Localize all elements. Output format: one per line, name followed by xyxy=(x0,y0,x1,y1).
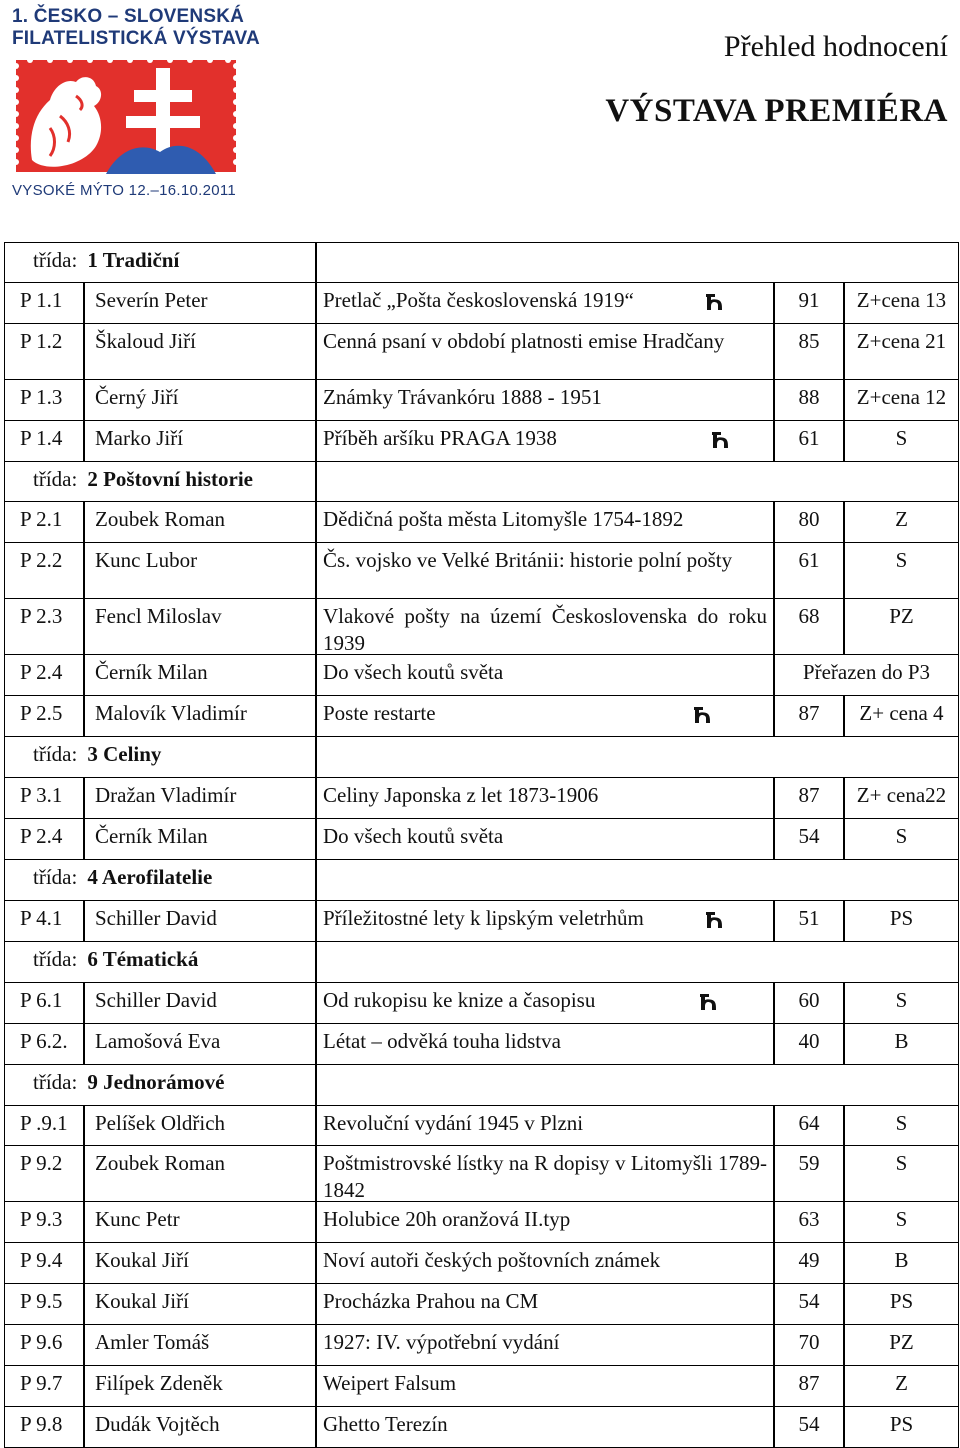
exhibit-title-cell xyxy=(316,420,774,462)
exhibit-code-cell: P 9.8 xyxy=(4,1406,84,1448)
class-name: 4 Aerofilatelie xyxy=(87,865,213,889)
points-cell: 70 xyxy=(774,1324,844,1366)
exhibit-code-cell: P 2.5 xyxy=(4,695,84,737)
exhibition-logo xyxy=(8,6,260,202)
class-empty-cell xyxy=(316,941,959,983)
exhibit-title: Od rukopisu ke knize a časopisu xyxy=(323,988,596,1012)
award-cell: Z+ cena22 xyxy=(844,777,959,819)
page-subtitle: Přehled hodnocení xyxy=(723,30,948,63)
table-row xyxy=(4,1324,959,1365)
exhibit-title: Ghetto Terezín xyxy=(323,1412,448,1436)
exhibit-code-cell: P .9.1 xyxy=(4,1105,84,1146)
exhibit-title-cell xyxy=(316,654,774,696)
table-row xyxy=(4,1145,959,1201)
exhibit-code-cell: P 6.2. xyxy=(4,1023,84,1065)
exhibit-title-cell xyxy=(316,1242,774,1284)
class-prefix: třída: xyxy=(33,467,78,491)
exhibitor-name-cell: Černík Milan xyxy=(84,818,316,860)
exhibitor-name-cell: Marko Jiří xyxy=(84,420,316,462)
points-cell: 60 xyxy=(774,982,844,1024)
lion-cross-stamp-icon xyxy=(10,56,242,178)
table-row xyxy=(4,323,959,379)
points-cell: 54 xyxy=(774,818,844,860)
exhibitor-name-cell: Filípek Zdeněk xyxy=(84,1365,316,1407)
exhibitor-name-cell: Dudák Vojtěch xyxy=(84,1406,316,1448)
award-cell: B xyxy=(844,1242,959,1284)
exhibit-title-cell xyxy=(316,1145,774,1202)
points-cell: 87 xyxy=(774,695,844,737)
class-header-row xyxy=(4,461,959,501)
award-cell: Z+cena 12 xyxy=(844,379,959,421)
youth-exhibit-icon xyxy=(709,430,731,450)
exhibit-code-cell: P 9.5 xyxy=(4,1283,84,1325)
exhibit-title: Čs. vojsko ve Velké Británii: historie polní pošty xyxy=(323,548,733,572)
exhibit-code-cell: P 1.4 xyxy=(4,420,84,462)
points-cell: 87 xyxy=(774,777,844,819)
exhibitor-name-cell: Škaloud Jiří xyxy=(84,323,316,380)
award-cell: PZ xyxy=(844,1324,959,1366)
award-cell: S xyxy=(844,542,959,599)
exhibitor-name-cell: Černý Jiří xyxy=(84,379,316,421)
points-cell: 80 xyxy=(774,501,844,543)
exhibit-code-cell: P 2.4 xyxy=(4,654,84,696)
table-row xyxy=(4,598,959,654)
exhibitor-name-cell: Černík Milan xyxy=(84,654,316,696)
exhibit-title-cell xyxy=(316,1406,774,1448)
exhibitor-name-cell: Amler Tomáš xyxy=(84,1324,316,1366)
exhibitor-name-cell: Kunc Lubor xyxy=(84,542,316,599)
exhibit-code-cell: P 1.3 xyxy=(4,379,84,421)
exhibitor-name-cell: Schiller David xyxy=(84,982,316,1024)
exhibit-title: Cenná psaní v období platnosti emise Hradčany xyxy=(323,329,725,353)
exhibitor-name-cell: Kunc Petr xyxy=(84,1201,316,1243)
award-cell: PS xyxy=(844,1406,959,1448)
exhibit-title-cell xyxy=(316,1105,774,1146)
table-row xyxy=(4,1365,959,1406)
exhibit-title-cell xyxy=(316,542,774,599)
class-empty-cell xyxy=(316,1064,959,1106)
exhibit-title: Vlakové pošty na území Československa do roku 1939 xyxy=(323,604,767,655)
class-name: 9 Jednorámové xyxy=(87,1070,225,1094)
class-header-row xyxy=(4,1064,959,1105)
class-label-cell xyxy=(4,1064,316,1106)
table-row xyxy=(4,1201,959,1242)
award-cell: S xyxy=(844,1105,959,1146)
exhibit-code-cell: P 2.1 xyxy=(4,501,84,543)
exhibit-title: Procházka Prahou na CM xyxy=(323,1289,539,1313)
points-cell: 64 xyxy=(774,1105,844,1146)
points-cell: 87 xyxy=(774,1365,844,1407)
award-cell: S xyxy=(844,420,959,462)
exhibit-title: Celiny Japonska z let 1873-1906 xyxy=(323,783,599,807)
exhibit-title-cell xyxy=(316,1283,774,1325)
table-row xyxy=(4,1023,959,1064)
class-prefix: třída: xyxy=(33,742,78,766)
table-row xyxy=(4,654,959,695)
youth-exhibit-icon xyxy=(691,705,713,725)
award-cell: S xyxy=(844,1201,959,1243)
youth-exhibit-icon xyxy=(703,910,725,930)
class-header-row xyxy=(4,859,959,900)
award-cell: S xyxy=(844,818,959,860)
exhibit-title-cell xyxy=(316,1201,774,1243)
award-cell: Z+ cena 4 xyxy=(844,695,959,737)
exhibitor-name-cell: Severín Peter xyxy=(84,282,316,324)
award-cell: Z xyxy=(844,1365,959,1407)
class-empty-cell xyxy=(316,736,959,778)
class-prefix: třída: xyxy=(33,947,78,971)
exhibitor-name-cell: Pelíšek Oldřich xyxy=(84,1105,316,1146)
class-header-row xyxy=(4,736,959,777)
award-cell: S xyxy=(844,982,959,1024)
points-cell: 54 xyxy=(774,1406,844,1448)
points-cell: 88 xyxy=(774,379,844,421)
exhibitor-name-cell: Koukal Jiří xyxy=(84,1283,316,1325)
class-label-cell xyxy=(4,859,316,901)
table-row xyxy=(4,379,959,420)
class-label-cell xyxy=(4,736,316,778)
exhibit-title-cell xyxy=(316,695,774,737)
exhibitor-name-cell: Lamošová Eva xyxy=(84,1023,316,1065)
exhibitor-name-cell: Fencl Miloslav xyxy=(84,598,316,655)
class-header-row xyxy=(4,941,959,982)
points-cell: 40 xyxy=(774,1023,844,1065)
exhibit-code-cell: P 9.2 xyxy=(4,1145,84,1202)
points-cell: 59 xyxy=(774,1145,844,1202)
award-cell: B xyxy=(844,1023,959,1065)
exhibit-code-cell: P 9.7 xyxy=(4,1365,84,1407)
exhibit-title: 1927: IV. výpotřební vydání xyxy=(323,1330,560,1354)
exhibit-title-cell xyxy=(316,501,774,543)
exhibit-title: Noví autoři českých poštovních známek xyxy=(323,1248,661,1272)
exhibit-code-cell: P 6.1 xyxy=(4,982,84,1024)
exhibitor-name-cell: Dražan Vladimír xyxy=(84,777,316,819)
exhibit-title: Revoluční vydání 1945 v Plzni xyxy=(323,1111,584,1135)
class-prefix: třída: xyxy=(33,865,78,889)
class-header-row xyxy=(4,242,959,282)
exhibitor-name-cell: Zoubek Roman xyxy=(84,501,316,543)
exhibit-title: Holubice 20h oranžová II.typ xyxy=(323,1207,571,1231)
exhibit-title: Do všech koutů světa xyxy=(323,660,504,684)
exhibit-title-cell xyxy=(316,777,774,819)
points-cell: 54 xyxy=(774,1283,844,1325)
exhibitor-name-cell: Zoubek Roman xyxy=(84,1145,316,1202)
exhibitor-name-cell: Schiller David xyxy=(84,900,316,942)
points-cell: 61 xyxy=(774,542,844,599)
exhibit-title: Příběh aršíku PRAGA 1938 xyxy=(323,426,557,450)
points-cell: 63 xyxy=(774,1201,844,1243)
exhibit-title: Do všech koutů světa xyxy=(323,824,504,848)
class-empty-cell xyxy=(316,242,959,283)
points-cell: 85 xyxy=(774,323,844,380)
table-row xyxy=(4,282,959,323)
class-name: 3 Celiny xyxy=(87,742,162,766)
award-cell: Z+cena 13 xyxy=(844,282,959,324)
exhibit-code-cell: P 4.1 xyxy=(4,900,84,942)
exhibitor-name-cell: Malovík Vladimír xyxy=(84,695,316,737)
reclassified-note-cell: Přeřazen do P3 xyxy=(774,654,959,696)
exhibit-title: Pretlač „Pošta československá 1919“ xyxy=(323,288,634,312)
table-row xyxy=(4,542,959,598)
exhibit-code-cell: P 2.2 xyxy=(4,542,84,599)
class-empty-cell xyxy=(316,461,959,502)
exhibit-code-cell: P 9.4 xyxy=(4,1242,84,1284)
exhibit-title-cell xyxy=(316,982,774,1024)
class-name: 1 Tradiční xyxy=(87,248,180,272)
youth-exhibit-icon xyxy=(697,992,719,1012)
exhibit-code-cell: P 2.3 xyxy=(4,598,84,655)
class-name: 6 Tématická xyxy=(87,947,199,971)
exhibitor-name-cell: Koukal Jiří xyxy=(84,1242,316,1284)
exhibit-title: Poste restarte xyxy=(323,701,436,725)
exhibit-title-cell xyxy=(316,323,774,380)
class-label-cell xyxy=(4,242,316,283)
exhibit-code-cell: P 2.4 xyxy=(4,818,84,860)
award-cell: PZ xyxy=(844,598,959,655)
points-cell: 51 xyxy=(774,900,844,942)
exhibit-title-cell xyxy=(316,1365,774,1407)
award-cell: S xyxy=(844,1145,959,1202)
page-title: VÝSTAVA PREMIÉRA xyxy=(605,93,948,129)
exhibit-title-cell xyxy=(316,1324,774,1366)
exhibit-title-cell xyxy=(316,900,774,942)
table-row xyxy=(4,1242,959,1283)
award-cell: PS xyxy=(844,900,959,942)
exhibit-title: Příležitostné lety k lipským veletrhům xyxy=(323,906,644,930)
exhibit-title: Weipert Falsum xyxy=(323,1371,457,1395)
exhibit-title: Známky Trávankóru 1888 - 1951 xyxy=(323,385,602,409)
exhibit-title: Dědičná pošta města Litomyšle 1754-1892 xyxy=(323,507,684,531)
award-cell: PS xyxy=(844,1283,959,1325)
table-row xyxy=(4,818,959,859)
award-cell: Z xyxy=(844,501,959,543)
points-cell: 91 xyxy=(774,282,844,324)
class-label-cell xyxy=(4,461,316,502)
table-row xyxy=(4,420,959,461)
table-row xyxy=(4,501,959,542)
class-empty-cell xyxy=(316,859,959,901)
logo-date: VYSOKÉ MÝTO 12.–16.10.2011 xyxy=(12,182,237,199)
exhibit-title: Poštmistrovské lístky na R dopisy v Litomyšli 1789-1842 xyxy=(323,1151,767,1202)
exhibit-code-cell: P 9.6 xyxy=(4,1324,84,1366)
award-cell: Z+cena 21 xyxy=(844,323,959,380)
points-cell: 61 xyxy=(774,420,844,462)
exhibit-title-cell xyxy=(316,282,774,324)
logo-line-2: FILATELISTICKÁ VÝSTAVA xyxy=(12,28,260,49)
logo-line-1: 1. ČESKO – SLOVENSKÁ xyxy=(12,6,245,27)
class-name: 2 Poštovní historie xyxy=(87,467,253,491)
class-prefix: třída: xyxy=(33,1070,78,1094)
table-row xyxy=(4,777,959,818)
table-row xyxy=(4,695,959,736)
class-label-cell xyxy=(4,941,316,983)
points-cell: 49 xyxy=(774,1242,844,1284)
exhibit-code-cell: P 1.1 xyxy=(4,282,84,324)
exhibit-title-cell xyxy=(316,598,774,655)
table-row xyxy=(4,900,959,941)
exhibit-title-cell xyxy=(316,818,774,860)
youth-exhibit-icon xyxy=(703,292,725,312)
points-cell: 68 xyxy=(774,598,844,655)
table-row xyxy=(4,1283,959,1324)
table-row xyxy=(4,1105,959,1145)
class-prefix: třída: xyxy=(33,248,78,272)
table-row xyxy=(4,982,959,1023)
exhibit-code-cell: P 9.3 xyxy=(4,1201,84,1243)
exhibit-code-cell: P 1.2 xyxy=(4,323,84,380)
exhibit-title: Létat – odvěká touha lidstva xyxy=(323,1029,561,1053)
table-row xyxy=(4,1406,959,1447)
exhibit-title-cell xyxy=(316,379,774,421)
exhibit-code-cell: P 3.1 xyxy=(4,777,84,819)
exhibit-title-cell xyxy=(316,1023,774,1065)
